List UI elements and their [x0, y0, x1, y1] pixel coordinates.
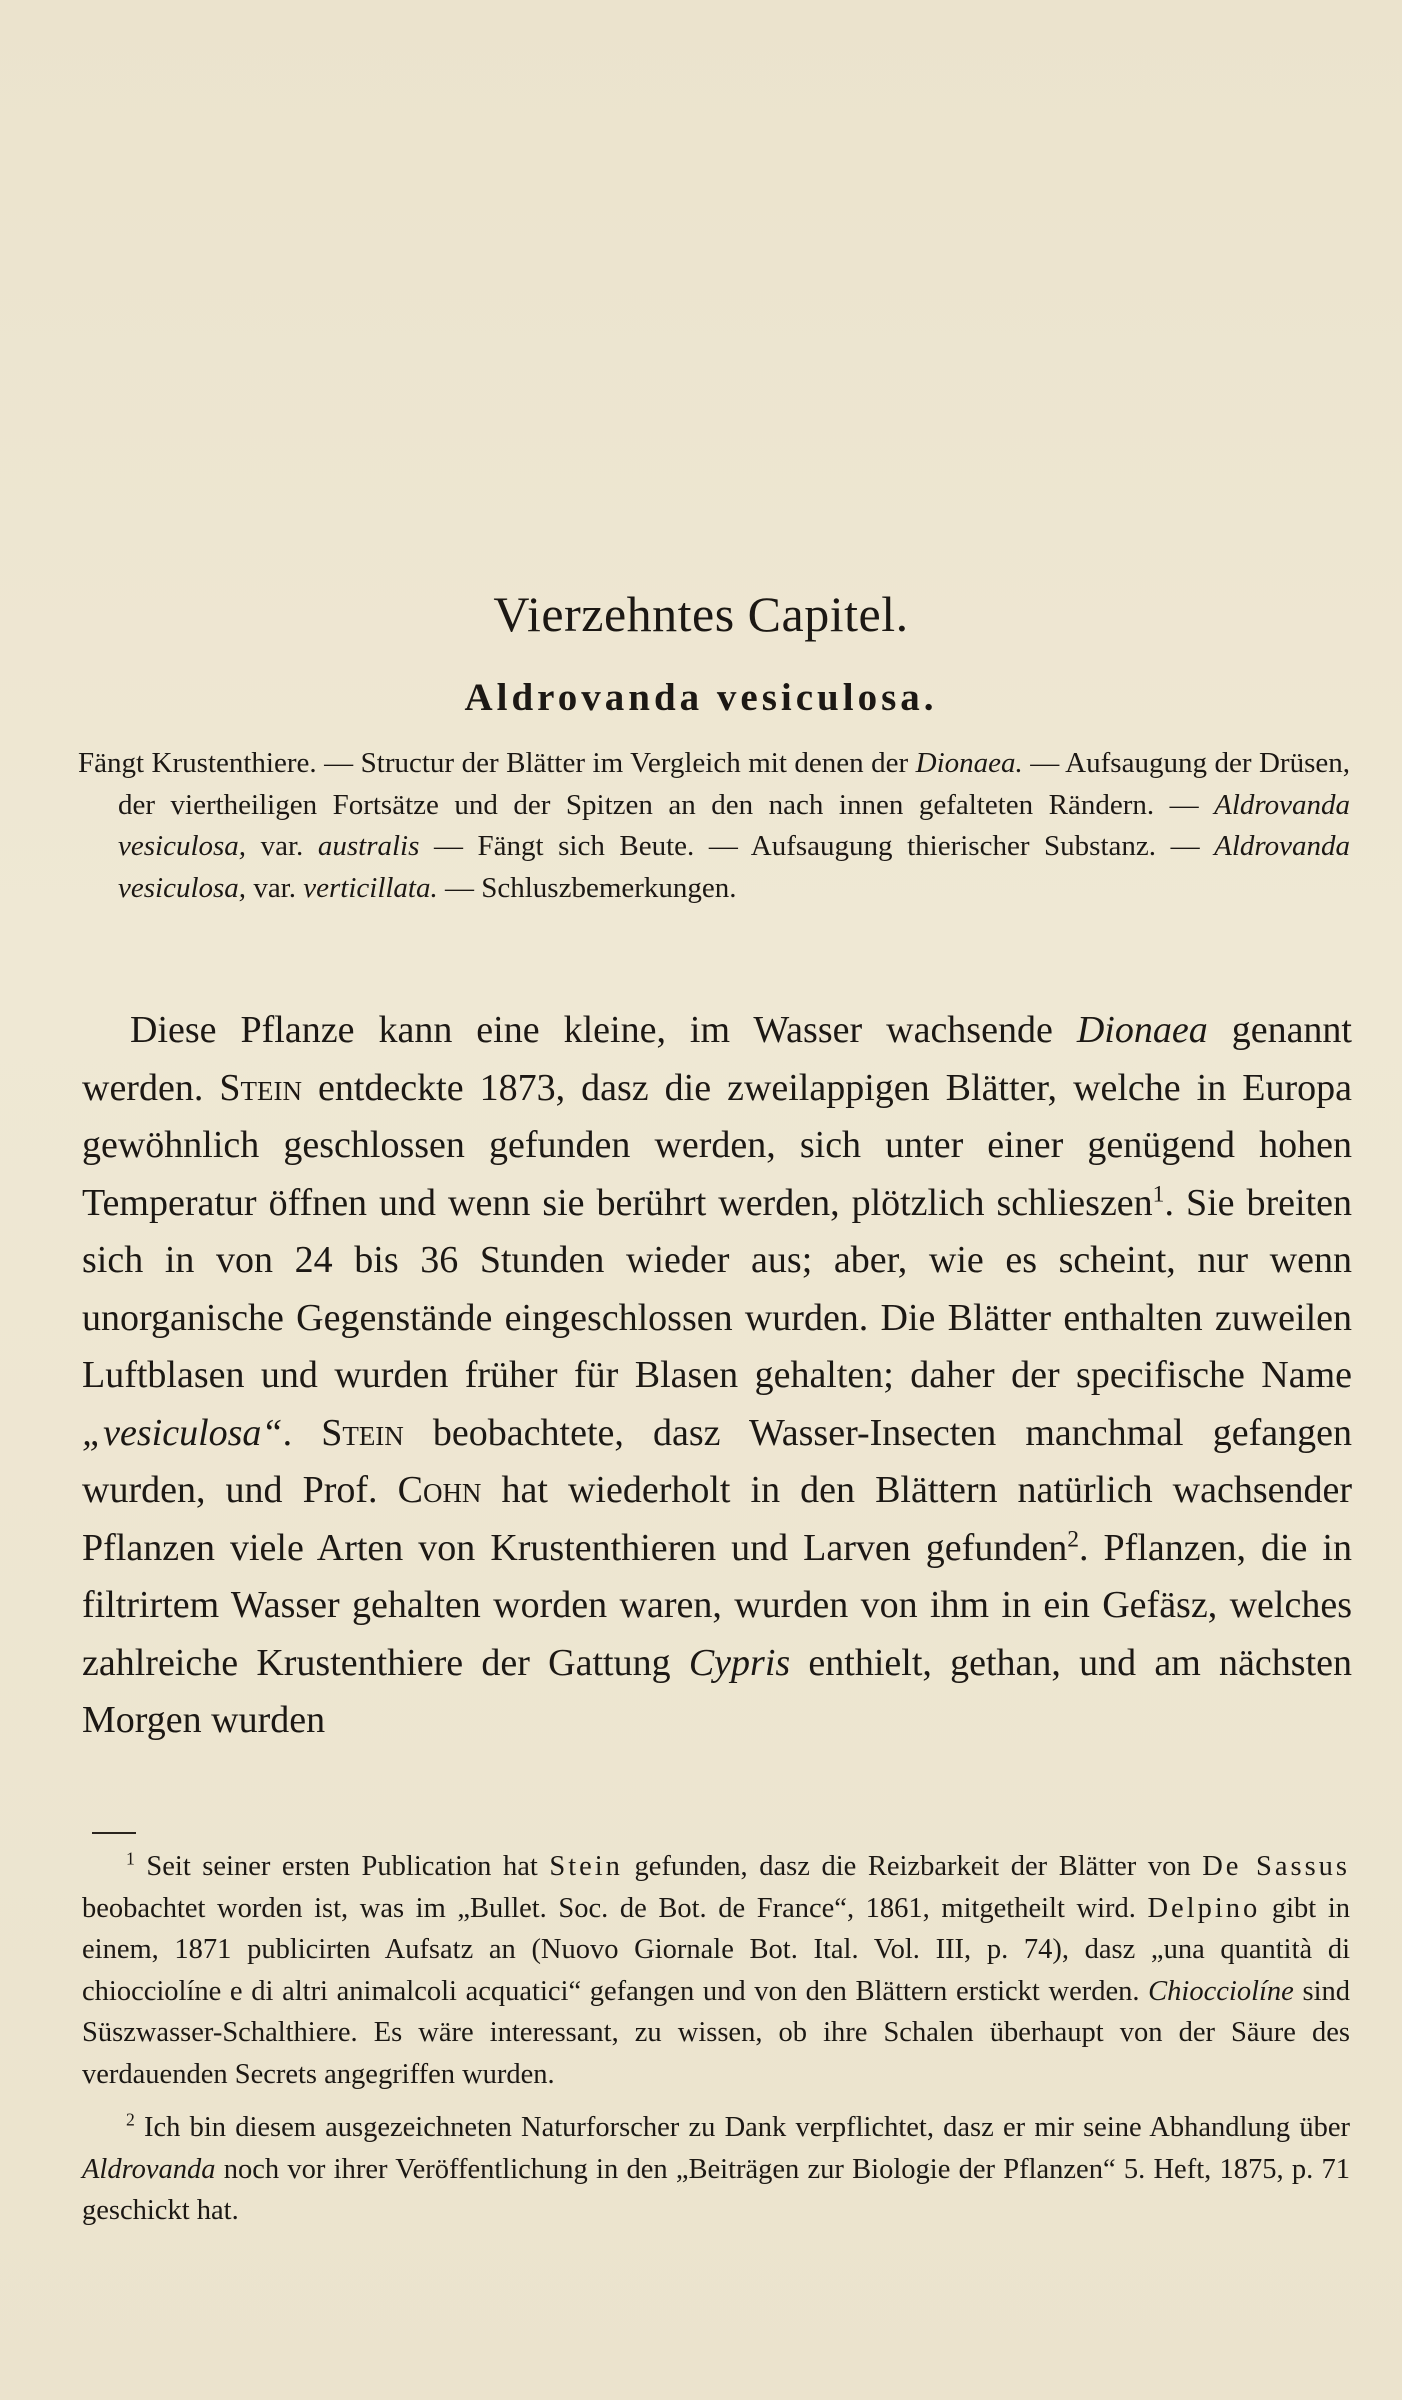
bleed-through-text — [95, 20, 1355, 136]
summary-italic: australis — [317, 830, 420, 862]
footnote-text: gefunden, dasz die Reizbarkeit der Blätter von — [622, 1851, 1203, 1882]
body-span: enthielt, gethan, und am nächsten Morgen wurden — [82, 1641, 1353, 1741]
footnote-ref: 2 — [1067, 1525, 1079, 1552]
summary-italic: Aldrovanda vesiculosa, — [118, 830, 1350, 904]
body-span: beobachtete, dasz Wasser-Insecten manchmal gefangen wurden, und Prof. — [82, 1411, 1352, 1511]
summary-italic: verticillata. — [303, 871, 438, 904]
body-italic: Dionaea — [1076, 1009, 1208, 1051]
author-name: Stein — [219, 1066, 302, 1109]
body-italic: „vesiculosa“ — [82, 1411, 283, 1454]
summary-text: Fängt Krustenthiere. — Structur der Blätter im Vergleich mit denen der — [78, 747, 916, 779]
summary-text: var. — [246, 871, 304, 904]
footnote-text: gibt in einem, 1871 publicirten Aufsatz an (Nuovo Giornale Bot. Ital. Vol. III, p. 74), dasz „una quantità di chiocciolíne e di altri animalcoli acquatici“ gefangen und von den Blättern erstickt werden. — [82, 1892, 1350, 2007]
body-italic: Cypris — [688, 1641, 791, 1684]
summary-italic: Dionaea. — [915, 747, 1023, 779]
spaced-name: De Sassus — [1202, 1851, 1351, 1882]
body-span: . Sie breiten sich in von 24 bis 36 Stunden wieder aus; aber, wie es scheint, nur wenn unorganische Gegenstände eingeschlossen wurden. Die Blätter enthalten zuweilen Luftblasen und wurden früher für Blasen gehalten; daher der specifische Name — [82, 1181, 1352, 1396]
summary-text: — Aufsaugung der Drüsen, der viertheiligen Fortsätze und der Spitzen an den nach innen gefalteten Rändern. — — [118, 747, 1350, 821]
summary-italic: Aldrovanda vesiculosa, — [118, 788, 1350, 862]
footnote-text: Ich bin diesem ausgezeichneten Naturforscher zu Dank verpflichtet, dasz er mir seine Abhandlung über — [134, 2112, 1350, 2143]
footnote-italic: Chiocciolíne — [1148, 1975, 1294, 2007]
footnote-ref: 1 — [1152, 1180, 1165, 1207]
footnote-text: sind Süszwasser-Schalthiere. Es wäre interessant, zu wissen, ob ihre Schalen überhaupt von der Säure des verdauenden Secrets angegriffen wurden. — [82, 1975, 1350, 2090]
author-name: Cohn — [397, 1469, 482, 1511]
author-name: Stein — [321, 1411, 404, 1454]
footnote-divider — [92, 1832, 136, 1834]
footnote-number: 1 — [126, 1848, 135, 1869]
footnote-text: Seit seiner ersten Publication hat — [134, 1851, 550, 1882]
spaced-name: Stein — [549, 1851, 623, 1882]
footnote-text: noch vor ihrer Veröffentlichung in den „Beiträgen zur Biologie der Pflanzen“ 5. Heft, 1875, p. 71 geschickt hat. — [82, 2153, 1350, 2226]
body-span: . Pflanzen, die in filtrirtem Wasser gehalten worden waren, wurden von ihm in ein Gefäsz, welches zahlreiche Krustenthiere der Gattung — [82, 1526, 1352, 1684]
summary-text: — Fängt sich Beute. — Aufsaugung thierischer Substanz. — — [419, 830, 1215, 862]
chapter-summary — [78, 743, 1350, 909]
footnote-number: 2 — [126, 2109, 135, 2130]
footnote-text: beobachtet worden ist, was im „Bullet. Soc. de Bot. de France“, 1861, mitgetheilt wird. — [82, 1892, 1148, 1924]
body-span: . — [282, 1411, 322, 1454]
summary-text: — Schluszbemerkungen. — [437, 871, 737, 904]
summary-text: var. — [246, 830, 318, 862]
body-span: hat wiederholt in den Blättern natürlich wachsender Pflanzen viele Arten von Krustenthieren und Larven gefunden — [82, 1469, 1353, 1569]
footnote-italic: Aldrovanda — [82, 2153, 216, 2185]
spaced-name: Delpino — [1147, 1892, 1261, 1924]
body-span: Diese Pflanze kann eine kleine, im Wasser wachsende — [130, 1009, 1077, 1051]
footnotes — [82, 1846, 1350, 2244]
body-text — [82, 1002, 1352, 1750]
footnote-1 — [82, 1846, 1350, 2095]
chapter-title: Vierzehntes Capitel. — [493, 586, 909, 642]
body-span: entdeckte 1873, dasz die zweilappigen Blätter, welche in Europa gewöhnlich geschlossen gefunden werden, sich unter einer genügend hohen Temperatur öffnen und wenn sie berührt werden, plötzlich schlieszen — [82, 1066, 1352, 1224]
section-title: Aldrovanda vesiculosa. — [464, 676, 938, 719]
body-span: genannt werden. — [82, 1009, 1352, 1109]
footnote-2 — [82, 2107, 1350, 2232]
